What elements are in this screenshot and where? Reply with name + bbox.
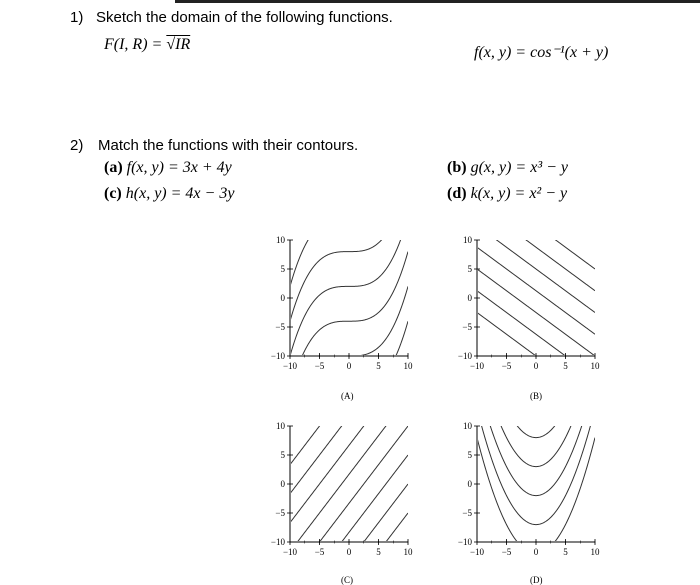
contour-line-b bbox=[477, 269, 595, 356]
x-tick-label: −5 bbox=[314, 547, 325, 557]
contour-line-b bbox=[477, 226, 595, 313]
y-tick-label: −10 bbox=[457, 351, 472, 361]
y-tick-label: −10 bbox=[457, 537, 472, 547]
y-tick-label: −10 bbox=[270, 351, 285, 361]
y-tick-label: 5 bbox=[280, 264, 285, 274]
contour-line-a bbox=[290, 217, 408, 356]
contour-plot-a bbox=[268, 232, 418, 377]
y-tick-label: 5 bbox=[467, 450, 472, 460]
y-tick-label: 5 bbox=[280, 450, 285, 460]
y-tick-label: 0 bbox=[280, 479, 285, 489]
q2-item-d bbox=[447, 185, 567, 203]
q2-number: 2) bbox=[70, 137, 84, 154]
x-tick-label: 10 bbox=[403, 361, 413, 371]
plot-b-caption: (B) bbox=[530, 391, 542, 401]
contour-plot-b bbox=[455, 232, 605, 377]
x-tick-label: 0 bbox=[533, 547, 539, 557]
x-tick-label: 5 bbox=[563, 547, 568, 557]
contour-line-c bbox=[290, 426, 408, 581]
y-tick-label: −5 bbox=[462, 508, 472, 518]
x-tick-label: −10 bbox=[469, 547, 485, 557]
q2-item-d-function: k(x, y) = x² − y bbox=[470, 185, 568, 202]
contour-line-a bbox=[290, 182, 408, 321]
contour-line-c bbox=[290, 397, 408, 552]
x-tick-label: 5 bbox=[376, 361, 381, 371]
q1-function-1 bbox=[104, 36, 190, 54]
x-tick-label: −10 bbox=[469, 361, 485, 371]
q1-prompt: Sketch the domain of the following functions. bbox=[96, 9, 393, 26]
q1-function-1-lhs: F(I, R) = bbox=[104, 36, 163, 53]
q1-function-1-rhs: √IR bbox=[166, 36, 191, 53]
contour-line-b bbox=[477, 204, 595, 291]
q2-item-d-label: (d) bbox=[447, 185, 467, 202]
y-tick-label: 0 bbox=[280, 293, 285, 303]
x-tick-label: 0 bbox=[346, 547, 352, 557]
contour-line-a bbox=[290, 147, 408, 286]
x-tick-label: −10 bbox=[282, 361, 298, 371]
y-tick-label: 10 bbox=[276, 421, 285, 431]
x-tick-label: −5 bbox=[501, 361, 512, 371]
plot-d-caption: (D) bbox=[530, 575, 543, 585]
q2-item-a-function: f(x, y) = 3x + 4y bbox=[126, 159, 232, 176]
x-tick-label: 10 bbox=[590, 547, 600, 557]
q1-number: 1) bbox=[70, 9, 84, 26]
y-tick-label: 10 bbox=[463, 421, 472, 431]
q2-item-c-label: (c) bbox=[104, 185, 122, 202]
q2-item-a-label: (a) bbox=[104, 159, 123, 176]
y-tick-label: −5 bbox=[275, 322, 285, 332]
contour-plot-d bbox=[455, 418, 605, 563]
y-tick-label: −10 bbox=[270, 537, 285, 547]
x-tick-label: −10 bbox=[282, 547, 298, 557]
x-tick-label: −5 bbox=[501, 547, 512, 557]
q2-item-a bbox=[104, 159, 232, 177]
q2-prompt: Match the functions with their contours. bbox=[98, 137, 359, 154]
q2-item-b-function: g(x, y) = x³ − y bbox=[470, 159, 569, 176]
q2-item-c-function: h(x, y) = 4x − 3y bbox=[125, 185, 235, 202]
x-tick-label: −5 bbox=[314, 361, 325, 371]
contour-plot-c bbox=[268, 418, 418, 563]
y-tick-label: −5 bbox=[462, 322, 472, 332]
plot-a-caption: (A) bbox=[341, 391, 354, 401]
x-tick-label: 0 bbox=[533, 361, 539, 371]
y-tick-label: 5 bbox=[467, 264, 472, 274]
q1-function-2: f(x, y) = cos⁻¹(x + y) bbox=[474, 44, 609, 61]
x-tick-label: 5 bbox=[563, 361, 568, 371]
contour-line-b bbox=[477, 247, 595, 334]
y-tick-label: 0 bbox=[467, 293, 472, 303]
x-tick-label: 0 bbox=[346, 361, 352, 371]
y-tick-label: 10 bbox=[276, 235, 285, 245]
x-tick-label: 10 bbox=[590, 361, 600, 371]
x-tick-label: 10 bbox=[403, 547, 413, 557]
q2-item-b-label: (b) bbox=[447, 159, 467, 176]
y-tick-label: 0 bbox=[467, 479, 472, 489]
y-tick-label: 10 bbox=[463, 235, 472, 245]
q2-item-c bbox=[104, 185, 234, 203]
x-tick-label: 5 bbox=[376, 547, 381, 557]
plot-c-caption: (C) bbox=[341, 575, 353, 585]
q2-item-b bbox=[447, 159, 568, 177]
y-tick-label: −5 bbox=[275, 508, 285, 518]
top-rule bbox=[175, 0, 700, 3]
